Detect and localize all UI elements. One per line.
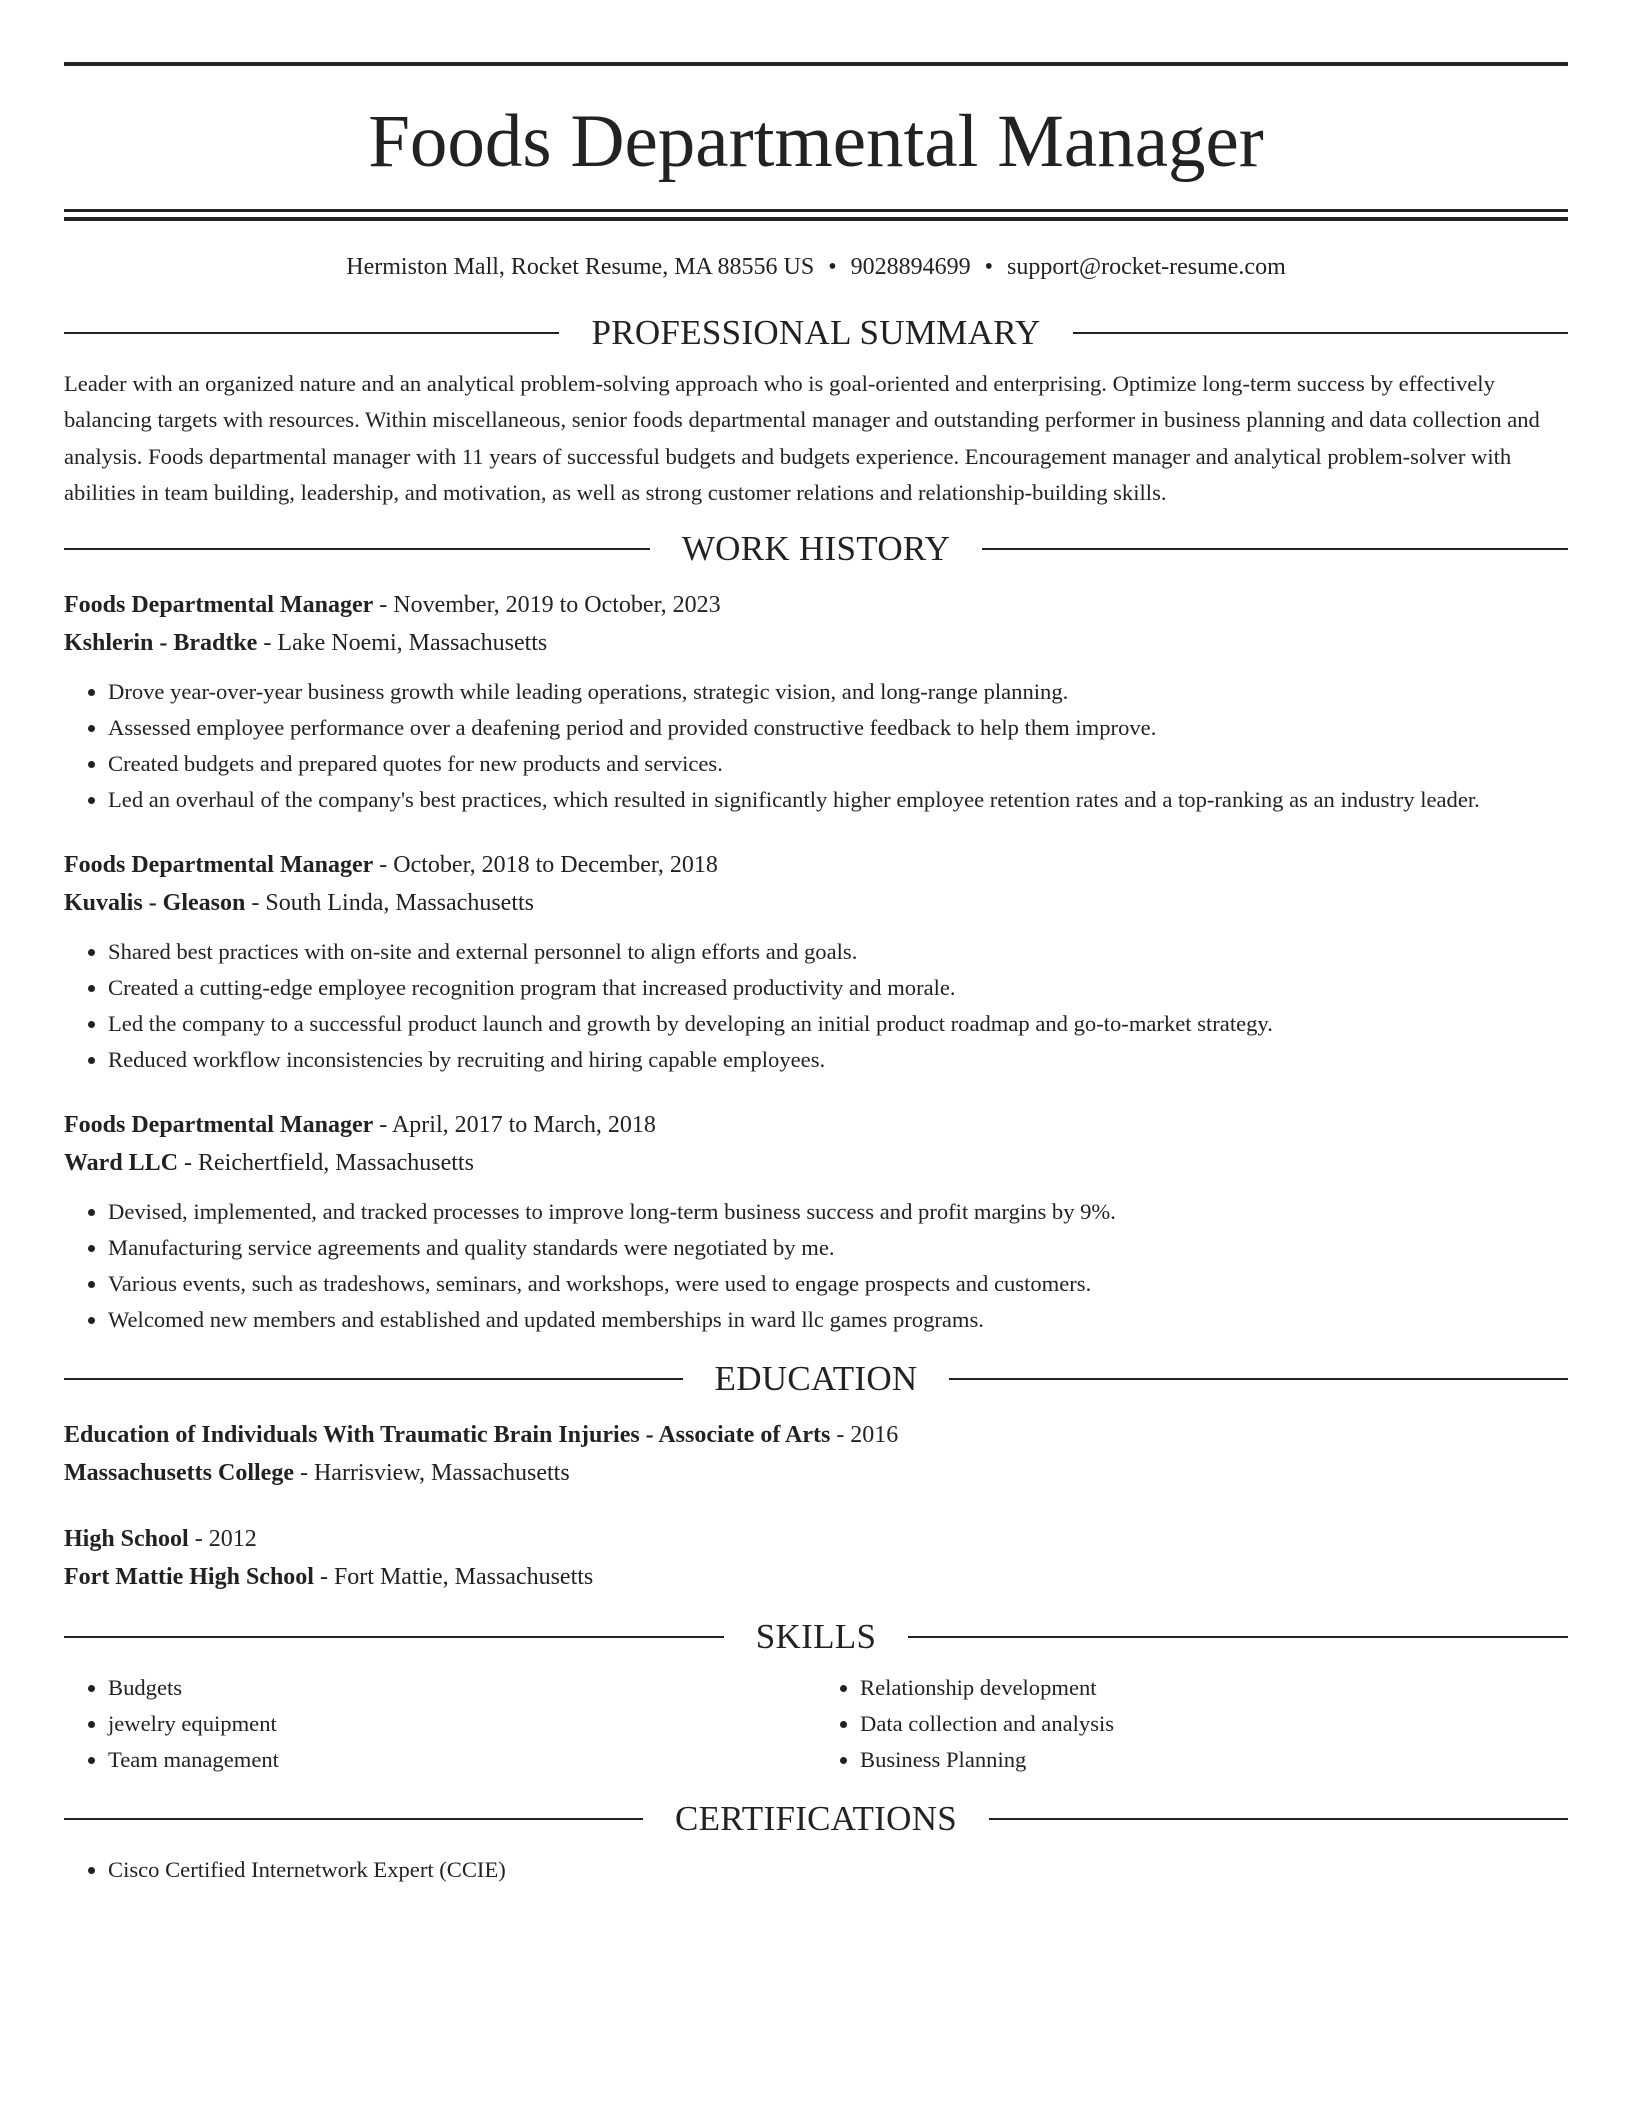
education-location: - Fort Mattie, Massachusetts xyxy=(313,1563,594,1590)
list-item: • Manufacturing service agreements and quality standards were negotiated by me. xyxy=(108,1230,1568,1266)
section-rule xyxy=(64,548,650,550)
title-double-rule xyxy=(64,209,1568,221)
education-school-line xyxy=(64,1558,1568,1596)
contact-email: support@rocket-resume.com xyxy=(1007,254,1286,280)
section-rule xyxy=(908,1636,1568,1638)
job-location: - Lake Noemi, Massachusetts xyxy=(257,629,548,656)
job-dates: - October, 2018 to December, 2018 xyxy=(373,851,718,878)
summary-text: Leader with an organized nature and an analytical problem-solving approach who is goal-oriented and enterprising. Optimize long-term success by effectively balancing targets with resources. Within miscellaneous, senior foods departmental manager and outstanding performer in business planning and data collection and analysis. Foods departmental manager with 11 years of successful budgets and budgets experience. Encouragement manager and analytical problem-solver with abilities in team building, leadership, and motivation, as well as strong customer relations and relationship-building skills. xyxy=(64,370,1540,506)
contact-address: Hermiston Mall, Rocket Resume, MA 88556 US xyxy=(346,254,815,280)
education-year: - 2016 xyxy=(830,1421,899,1448)
education-degree-line xyxy=(64,1520,1568,1558)
job-title: Foods Departmental Manager xyxy=(64,851,374,878)
section-rule xyxy=(64,332,559,334)
list-item: • Led an overhaul of the company's best practices, which resulted in significantly higher employee retention rates and a top-ranking as an industry leader. xyxy=(108,782,1568,818)
job-company-line xyxy=(64,624,1568,662)
section-header-skills xyxy=(64,1616,1568,1658)
skills-column-left xyxy=(64,1670,816,1778)
education-degree: Education of Individuals With Traumatic Brain Injuries - Associate of Arts xyxy=(64,1421,831,1448)
section-rule xyxy=(949,1378,1568,1380)
section-title-work-history: WORK HISTORY xyxy=(681,528,951,568)
education-school: Fort Mattie High School xyxy=(64,1563,314,1590)
education-entry xyxy=(64,1416,1568,1492)
job-entry xyxy=(64,586,1568,818)
list-item: • Created budgets and prepared quotes for new products and services. xyxy=(108,746,1568,782)
list-item: • Welcomed new members and established and updated memberships in ward llc games programs. xyxy=(108,1302,1568,1338)
contact-separator: • xyxy=(984,254,994,280)
list-item: • Devised, implemented, and tracked processes to improve long-term business success and profit margins by 9%. xyxy=(108,1194,1568,1230)
contact-line xyxy=(64,253,1568,282)
list-item: • Drove year-over-year business growth while leading operations, strategic vision, and long-range planning. xyxy=(108,674,1568,710)
section-title-summary: PROFESSIONAL SUMMARY xyxy=(591,312,1041,352)
list-item: • Various events, such as tradeshows, seminars, and workshops, were used to engage prospects and customers. xyxy=(108,1266,1568,1302)
section-rule xyxy=(64,1636,724,1638)
section-header-work-history xyxy=(64,528,1568,570)
section-header-certifications xyxy=(64,1798,1568,1840)
list-item: • Led the company to a successful product launch and growth by developing an initial product roadmap and go-to-market strategy. xyxy=(108,1006,1568,1042)
list-item: • Shared best practices with on-site and external personnel to align efforts and goals. xyxy=(108,934,1568,970)
list-item: • Created a cutting-edge employee recognition program that increased productivity and morale. xyxy=(108,970,1568,1006)
education-location: - Harrisview, Massachusetts xyxy=(293,1459,570,1486)
resume-title: Foods Departmental Manager xyxy=(368,100,1264,183)
section-rule xyxy=(64,1378,683,1380)
section-title-skills: SKILLS xyxy=(755,1616,877,1656)
job-entry xyxy=(64,846,1568,1078)
job-title-line xyxy=(64,1106,1568,1144)
top-rule xyxy=(64,62,1568,66)
education-school: Massachusetts College xyxy=(64,1459,294,1486)
job-entry xyxy=(64,1106,1568,1338)
section-header-summary xyxy=(64,312,1568,354)
job-bullets xyxy=(64,934,1568,1078)
list-item: • Reduced workflow inconsistencies by recruiting and hiring capable employees. xyxy=(108,1042,1568,1078)
job-title: Foods Departmental Manager xyxy=(64,591,374,618)
section-rule xyxy=(1073,332,1568,334)
list-item: • Budgets xyxy=(108,1670,816,1706)
job-bullets xyxy=(64,674,1568,818)
list-item: • Assessed employee performance over a deafening period and provided constructive feedback to help them improve. xyxy=(108,710,1568,746)
job-company: Ward LLC xyxy=(64,1149,179,1176)
section-title-certifications: CERTIFICATIONS xyxy=(674,1798,958,1838)
certifications-list xyxy=(64,1852,1568,1888)
job-bullets xyxy=(64,1194,1568,1338)
contact-phone: 9028894699 xyxy=(850,254,971,280)
job-title-line xyxy=(64,846,1568,884)
skills-grid xyxy=(64,1670,1568,1778)
job-company-line xyxy=(64,1144,1568,1182)
education-entry xyxy=(64,1520,1568,1596)
list-item: • Relationship development xyxy=(860,1670,1568,1706)
section-title-education: EDUCATION xyxy=(714,1358,918,1398)
education-year: - 2012 xyxy=(188,1525,257,1552)
skills-column-right xyxy=(816,1670,1568,1778)
job-company: Kuvalis - Gleason xyxy=(64,889,246,916)
education-degree: High School xyxy=(64,1525,189,1552)
job-dates: - April, 2017 to March, 2018 xyxy=(373,1111,656,1138)
list-item: • Cisco Certified Internetwork Expert (CCIE) xyxy=(108,1852,1568,1888)
list-item: • jewelry equipment xyxy=(108,1706,816,1742)
section-header-education xyxy=(64,1358,1568,1400)
list-item: • Business Planning xyxy=(860,1742,1568,1778)
job-company: Kshlerin - Bradtke xyxy=(64,629,258,656)
job-company-line xyxy=(64,884,1568,922)
job-title-line xyxy=(64,586,1568,624)
education-school-line xyxy=(64,1454,1568,1492)
education-degree-line xyxy=(64,1416,1568,1454)
list-item: • Team management xyxy=(108,1742,816,1778)
section-rule xyxy=(989,1818,1568,1820)
job-location: - South Linda, Massachusetts xyxy=(245,889,534,916)
section-rule xyxy=(64,1818,643,1820)
section-rule xyxy=(982,548,1568,550)
job-dates: - November, 2019 to October, 2023 xyxy=(373,591,721,618)
contact-separator: • xyxy=(828,254,837,280)
job-title: Foods Departmental Manager xyxy=(64,1111,374,1138)
job-location: - Reichertfield, Massachusetts xyxy=(178,1149,474,1176)
list-item: • Data collection and analysis xyxy=(860,1706,1568,1742)
